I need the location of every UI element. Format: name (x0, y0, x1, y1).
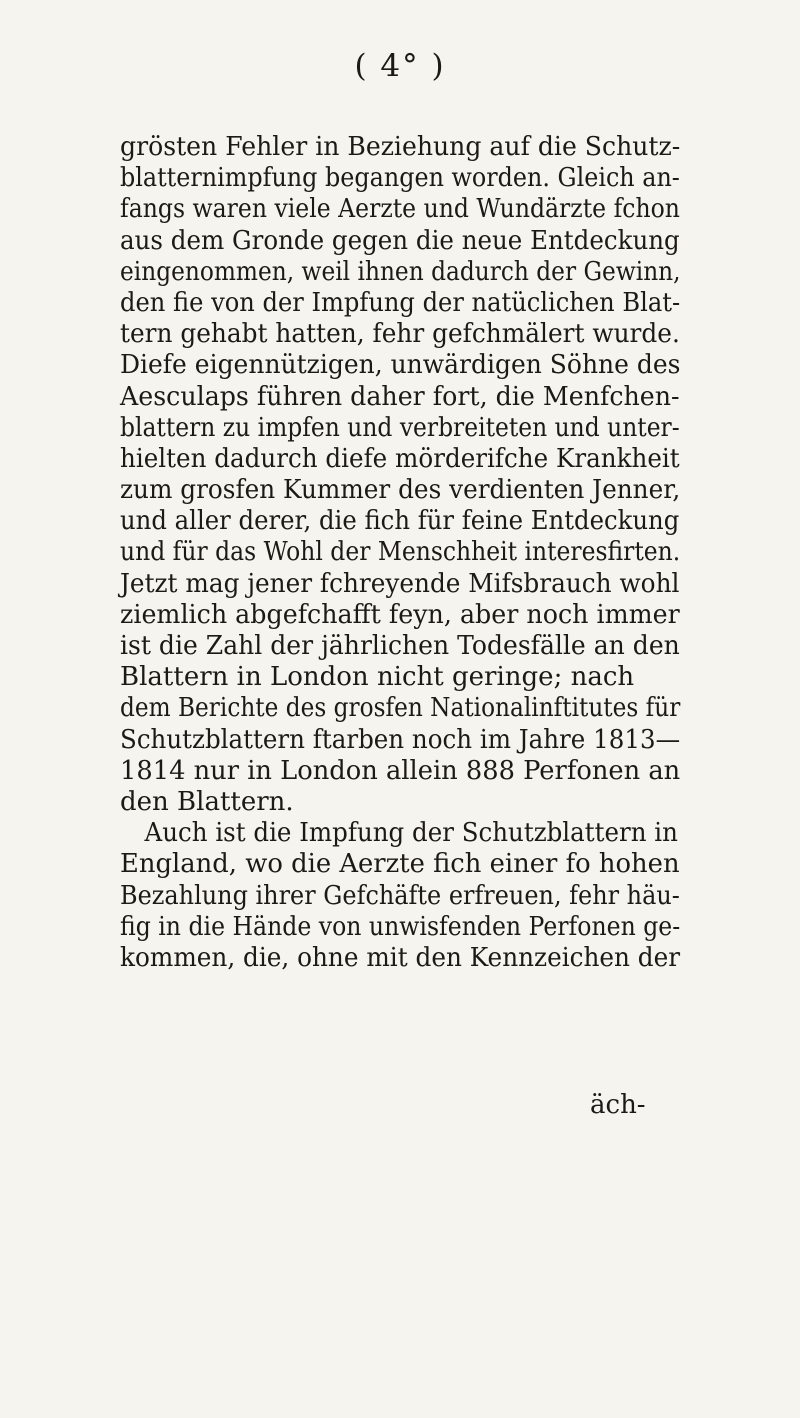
text-line: den Blattern. (120, 786, 294, 817)
text-line: den fie von der Impfung der natüclichen Blat- (120, 287, 681, 318)
body-text (120, 132, 680, 974)
text-line: grösten Fehler in Beziehung auf die Schutz- (120, 132, 681, 162)
text-line: Auch ist die Impfung der Schutzblattern in (144, 818, 678, 849)
text-line: und für das Wohl der Menschheit interesfirten. (120, 537, 681, 568)
text-line: kommen, die, ohne mit den Kennzeichen der (120, 942, 681, 973)
text-line: aus dem Gronde gegen die neue Entdeckung (120, 225, 680, 256)
text-line: blattern zu impfen und verbreiteten und unter- (120, 412, 680, 443)
text-line: und aller derer, die fich für feine Entdeckung (120, 506, 680, 537)
catchword: äch- (590, 1090, 646, 1120)
text-line: Jetzt mag jener fchreyende Mifsbrauch wohl (120, 568, 680, 599)
text-line: ist die Zahl der jährlichen Todesfälle an den (120, 631, 680, 661)
text-line: Bezahlung ihrer Gefchäfte erfreuen, fehr häu- (120, 880, 680, 911)
text-line: fig in die Hände von unwisfenden Perfonen ge- (120, 911, 681, 942)
text-line: hielten dadurch diefe mörderifche Krankheit (120, 443, 680, 474)
text-line: blatternimpfung begangen worden. Gleich an- (120, 163, 680, 194)
text-line: eingenommen, weil ihnen dadurch der Gewinn, (120, 256, 681, 287)
text-line: Aesculaps führen daher fort, die Menfchen- (120, 381, 680, 412)
text-line: dem Berichte des grosfen Nationalinftitutes für (120, 693, 681, 724)
text-line: zum grosfen Kummer des verdienten Jenner, (120, 475, 681, 506)
page-number: ( 4° ) (354, 48, 446, 84)
text-line: Diefe eigennützigen, unwärdigen Söhne des (120, 350, 681, 381)
text-line: ziemlich abgefchafft feyn, aber noch immer (120, 599, 680, 630)
text-line: Schutzblattern ftarben noch im Jahre 1813— (120, 724, 681, 755)
text-line: England, wo die Aerzte fich einer fo hohen (120, 849, 680, 880)
text-line: fangs waren viele Aerzte und Wundärzte fchon (120, 194, 680, 225)
text-line: 1814 nur in London allein 888 Perfonen an (120, 755, 681, 786)
text-line: Blattern in London nicht geringe; nach (120, 662, 635, 693)
text-line: tern gehabt hatten, fehr gefchmälert wurde. (120, 319, 680, 350)
